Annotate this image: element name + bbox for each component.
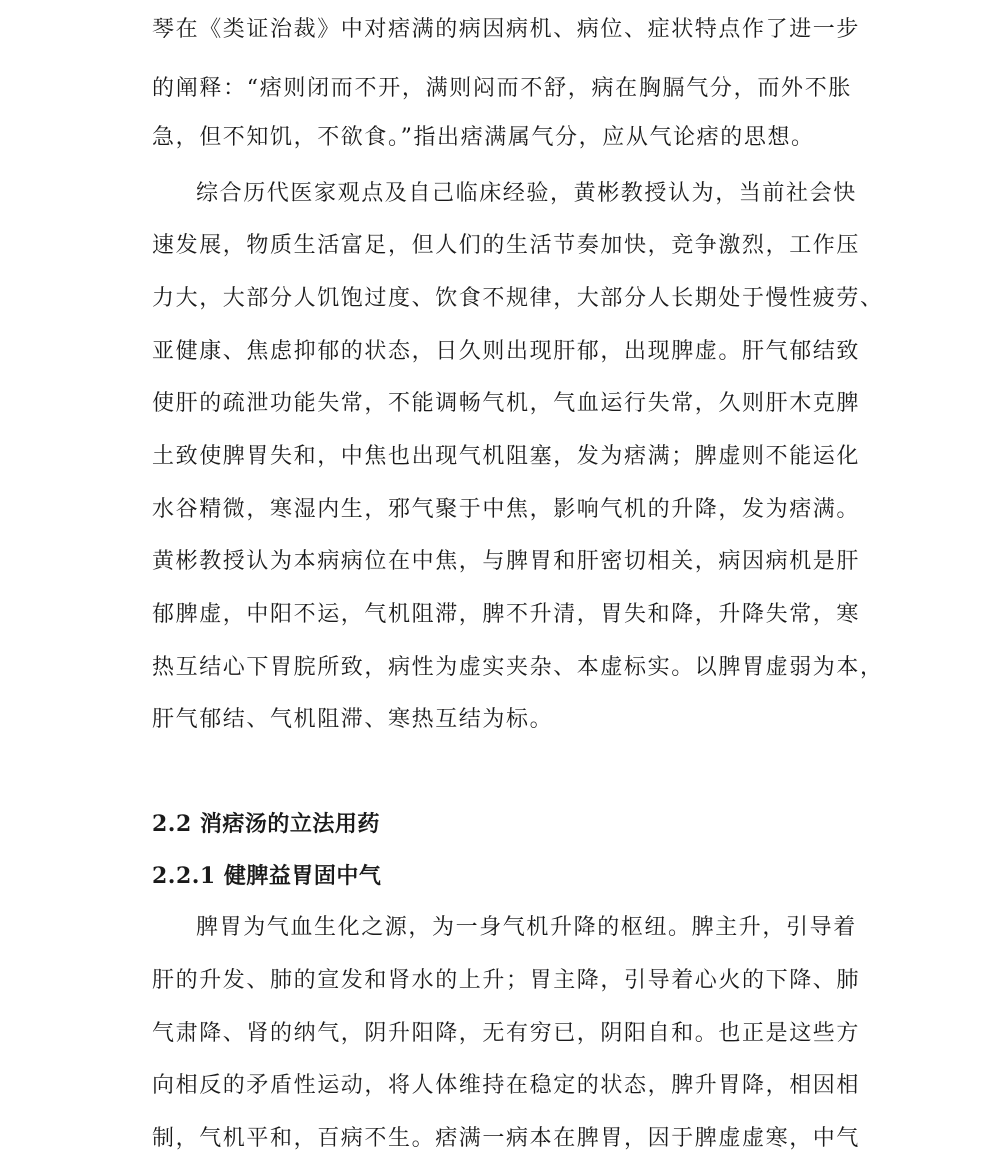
paragraph-1-line-1: 琴在《类证治裁》中对痞满的病因病机、病位、症状特点作了进一步 [152, 17, 861, 42]
section-heading: 2.2 消痞汤的立法用药 [152, 811, 380, 837]
paragraph-2-line-5: 使肝的疏泄功能失常，不能调畅气机，气血运行失常，久则肝木克脾 [152, 391, 861, 416]
subsection-heading: 2.2.1 健脾益胃固中气 [152, 863, 382, 889]
paragraph-1-line-3: 急，但不知饥，不欲食。”指出痞满属气分，应从气论痞的思想。 [152, 125, 815, 150]
paragraph-2-line-7: 水谷精微，寒湿内生，邪气聚于中焦，影响气机的升降，发为痞满。 [152, 497, 861, 522]
paragraph-3-line-2: 肝的升发、肺的宣发和肾水的上升；胃主降，引导着心火的下降、肺 [152, 968, 861, 993]
paragraph-2-line-8: 黄彬教授认为本病病位在中焦，与脾胃和肝密切相关，病因病机是肝 [152, 549, 861, 574]
paragraph-3-line-5: 制，气机平和，百病不生。痞满一病本在脾胃，因于脾虚虚寒，中气 [152, 1126, 861, 1151]
paragraph-2-line-1: 综合历代医家观点及自己临床经验，黄彬教授认为，当前社会快 [196, 181, 857, 206]
paragraph-3-line-1: 脾胃为气血生化之源，为一身气机升降的枢纽。脾主升，引导着 [196, 915, 857, 940]
paragraph-3-line-3: 气肃降、肾的纳气，阴升阳降，无有穷已，阴阳自和。也正是这些方 [152, 1021, 861, 1046]
paragraph-2-line-3: 力大，大部分人饥饱过度、饮食不规律，大部分人长期处于慢性疲劳、 [152, 286, 884, 311]
paragraph-2-line-9: 郁脾虚，中阳不运，气机阻滞，脾不升清，胃失和降，升降失常，寒 [152, 602, 861, 627]
paragraph-2-line-4: 亚健康、焦虑抑郁的状态，日久则出现肝郁，出现脾虚。肝气郁结致 [152, 339, 861, 364]
paragraph-2-line-6: 土致使脾胃失和，中焦也出现气机阻塞，发为痞满；脾虚则不能运化 [152, 444, 861, 469]
paragraph-1-line-2: 的阐释：“痞则闭而不开，满则闷而不舒，病在胸膈气分，而外不胀 [152, 76, 852, 101]
paragraph-3-line-4: 向相反的矛盾性运动，将人体维持在稳定的状态，脾升胃降，相因相 [152, 1073, 861, 1098]
paragraph-2-line-2: 速发展，物质生活富足，但人们的生活节奏加快，竞争激烈，工作压 [152, 233, 861, 258]
paragraph-2-line-10: 热互结心下胃脘所致，病性为虚实夹杂、本虚标实。以脾胃虚弱为本， [152, 655, 884, 680]
paragraph-2-line-11: 肝气郁结、气机阻滞、寒热互结为标。 [152, 707, 554, 732]
